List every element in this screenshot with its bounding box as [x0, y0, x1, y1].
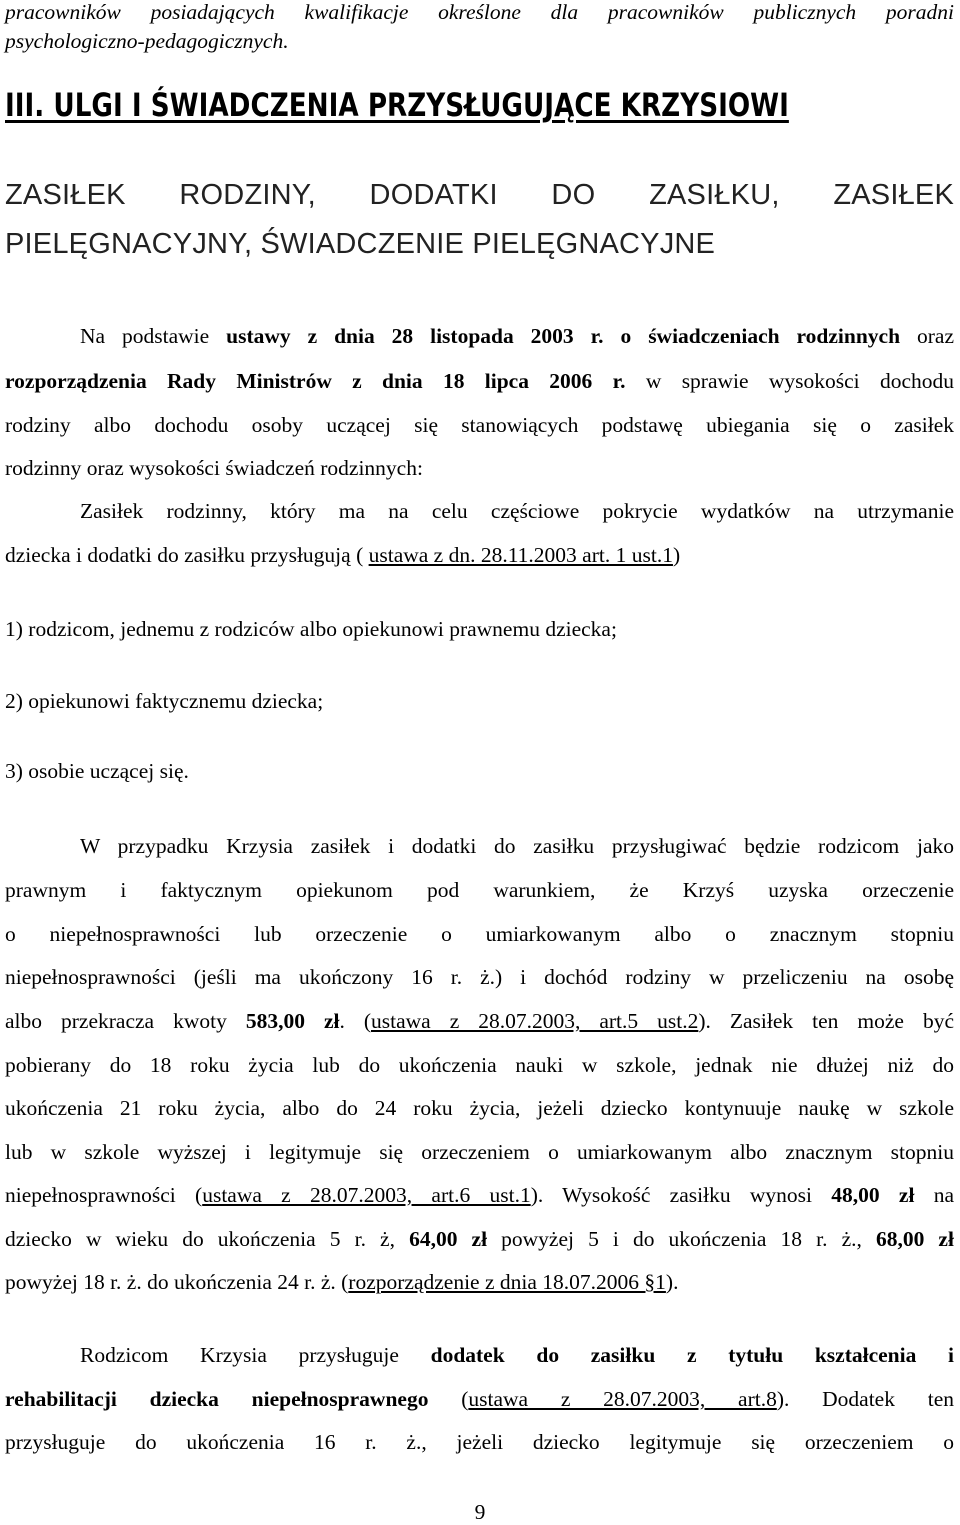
- p3-text: niepełnosprawności (: [5, 1183, 203, 1207]
- p4-emphasis: dodatek do zasiłku z tytułu kształcenia i: [430, 1343, 955, 1367]
- p3-amount: 48,00 zł: [831, 1183, 915, 1207]
- p4-text: (: [428, 1387, 469, 1411]
- p3-line-6: pobierany do 18 roku życia lub do ukończenia nauki w szkole, jednak nie dłużej niż do: [5, 1053, 954, 1077]
- list-item: 2) opiekunowi faktycznemu dziecka;: [5, 689, 324, 713]
- p3-law-link[interactable]: ustawa z 28.07.2003, art.5 ust.2: [371, 1009, 699, 1033]
- p1-line-1: [80, 326, 954, 348]
- intro-line-1: pracowników posiadających kwalifikacje określone dla pracowników publicznych poradni: [5, 0, 954, 24]
- p3-amount: 583,00 zł: [245, 1009, 340, 1033]
- p1-line-2: [5, 371, 954, 393]
- p1-text: Na podstawie: [80, 324, 227, 348]
- p3-line-1: W przypadku Krzysia zasiłek i dodatki do zasiłku przysługiwać będzie rodzicom jako: [80, 834, 954, 858]
- p2-line-1: Zasiłek rodzinny, który ma na celu częściowe pokrycie wydatków na utrzymanie: [80, 499, 954, 523]
- p3-line-9: [5, 1185, 954, 1207]
- p3-text: albo przekracza kwoty: [5, 1009, 246, 1033]
- p3-line-5: [5, 1011, 954, 1033]
- p1-regulation-reference: rozporządzenia Rady Ministrów z dnia 18 lipca 2006 r.: [5, 369, 626, 393]
- p1-text: w sprawie wysokości dochodu: [625, 369, 954, 393]
- p3-text: ). Zasiłek ten może być: [698, 1009, 955, 1033]
- p3-regulation-link[interactable]: rozporządzenie z dnia 18.07.2006 §1: [348, 1270, 666, 1294]
- p4-law-link[interactable]: ustawa z 28.07.2003, art.8: [468, 1387, 777, 1411]
- p3-text: dziecko w wieku do ukończenia 5 r. ż,: [5, 1227, 410, 1251]
- p3-amount: 68,00 zł: [875, 1227, 954, 1251]
- list-item: 3) osobie uczącej się.: [5, 759, 189, 783]
- page-number: 9: [474, 1500, 486, 1524]
- p3-text: . (: [339, 1009, 371, 1033]
- p4-line-1: [80, 1345, 954, 1367]
- p4-line-3: przysługuje do ukończenia 16 r. ż., jeżeli dziecko legitymuje się orzeczeniem o: [5, 1430, 954, 1454]
- p3-line-10: [5, 1229, 954, 1251]
- p1-line-3: rodziny albo dochodu osoby uczącej się stanowiących podstawę ubiegania się o zasiłek: [5, 413, 954, 437]
- section-heading: III. ULGI I ŚWIADCZENIA PRZYSŁUGUJĄCE KRZYSIOWI: [5, 86, 789, 124]
- p3-line-8: lub w szkole wyższej i legitymuje się orzeczeniem o umiarkowanym albo znacznym stopniu: [5, 1140, 954, 1164]
- p4-line-2: [5, 1389, 954, 1411]
- p2-text: dziecka i dodatki do zasiłku przysługują (: [5, 543, 369, 567]
- p4-emphasis: rehabilitacji dziecka niepełnosprawnego: [5, 1387, 429, 1411]
- p3-line-11: [5, 1272, 678, 1294]
- p1-law-reference: ustawy z dnia 28 listopada 2003 r. o świadczeniach rodzinnych: [226, 324, 901, 348]
- p3-line-2: prawnym i faktycznym opiekunom pod warunkiem, że Krzyś uzyska orzeczenie: [5, 878, 954, 902]
- subheading-line-2: PIELĘGNACYJNY, ŚWIADCZENIE PIELĘGNACYJNE: [5, 228, 716, 260]
- p3-line-7: ukończenia 21 roku życia, albo do 24 roku życia, jeżeli dziecko kontynuuje naukę w szkole: [5, 1096, 954, 1120]
- p3-text: na: [914, 1183, 954, 1207]
- p2-line-2: [5, 545, 680, 567]
- p2-law-link[interactable]: ustawa z dn. 28.11.2003 art. 1 ust.1: [368, 543, 673, 567]
- p4-text: Rodzicom Krzysia przysługuje: [80, 1343, 431, 1367]
- p3-text: ). Wysokość zasiłku wynosi: [530, 1183, 832, 1207]
- p2-text: ): [672, 543, 681, 567]
- intro-line-2: psychologiczno-pedagogicznych.: [5, 29, 289, 53]
- p3-line-3: o niepełnosprawności lub orzeczenie o umiarkowanym albo o znacznym stopniu: [5, 922, 954, 946]
- p3-amount: 64,00 zł: [409, 1227, 488, 1251]
- subheading-line-1: ZASIŁEK RODZINY, DODATKI DO ZASIŁKU, ZASIŁEK: [5, 179, 954, 211]
- p3-text: powyżej 18 r. ż. do ukończenia 24 r. ż. (: [5, 1270, 349, 1294]
- p3-law-link[interactable]: ustawa z 28.07.2003, art.6 ust.1: [202, 1183, 531, 1207]
- p3-text: powyżej 5 i do ukończenia 18 r. ż.,: [487, 1227, 876, 1251]
- p3-line-4: niepełnosprawności (jeśli ma ukończony 16 r. ż.) i dochód rodziny w przeliczeniu na osobę: [5, 965, 954, 989]
- list-item: 1) rodzicom, jednemu z rodziców albo opiekunowi prawnemu dziecka;: [5, 617, 617, 641]
- p1-line-4: rodzinny oraz wysokości świadczeń rodzinnych:: [5, 456, 423, 480]
- p1-text: oraz: [900, 324, 954, 348]
- p4-text: ). Dodatek ten: [776, 1387, 954, 1411]
- p3-text: ).: [665, 1270, 679, 1294]
